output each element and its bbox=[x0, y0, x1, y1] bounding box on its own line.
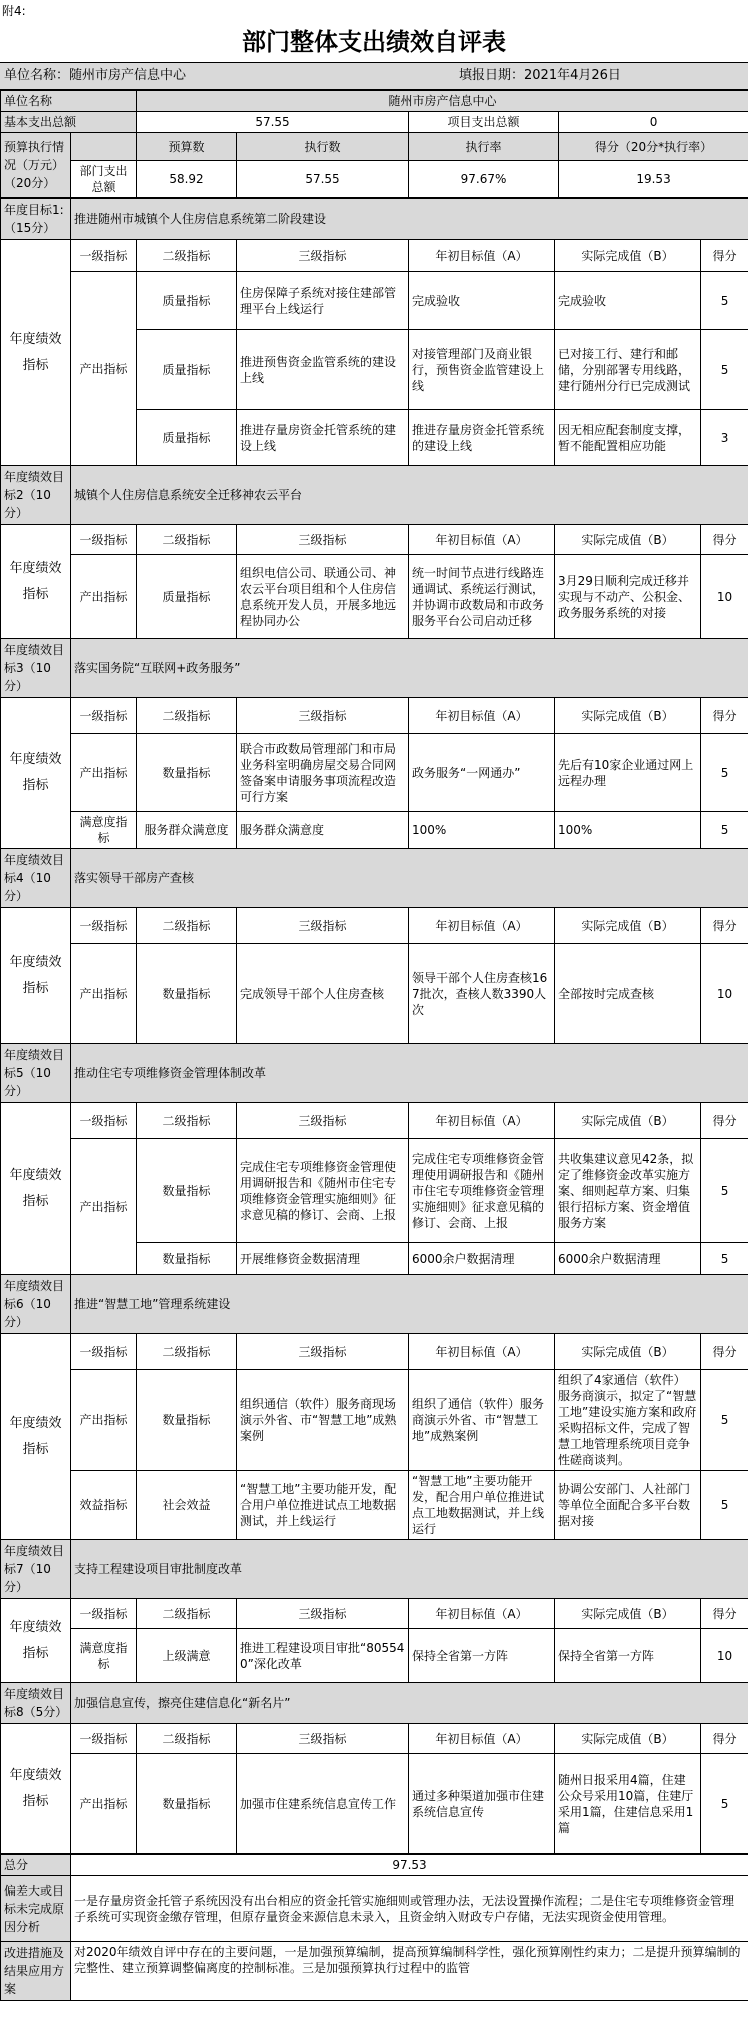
l3-indicator: 开展维修资金数据清理 bbox=[237, 1243, 409, 1275]
annual-indicator-label: 年度绩效指标 bbox=[1, 1103, 71, 1275]
indicator-row bbox=[1, 1754, 748, 1854]
col-target: 年初目标值（A） bbox=[409, 525, 555, 555]
goal-title-row bbox=[1, 1275, 748, 1334]
score-value: 3 bbox=[701, 410, 748, 466]
target-value: 推进存量房资金托管系统的建设上线 bbox=[409, 410, 555, 466]
page-title: 部门整体支出绩效自评表 bbox=[242, 28, 506, 56]
total-value: 97.53 bbox=[71, 1855, 748, 1876]
goal-heading-row bbox=[1, 908, 748, 944]
col-actual: 实际完成值（B） bbox=[555, 240, 701, 272]
l2-indicator: 社会效益 bbox=[137, 1471, 237, 1540]
actual-value: 完成验收 bbox=[555, 272, 701, 330]
score-value: 5 bbox=[701, 1243, 748, 1275]
target-value: “智慧工地”主要功能开发，配合用户单位推进试点工地数据测试，并上线运行 bbox=[409, 1471, 555, 1540]
l3-indicator: 服务群众满意度 bbox=[237, 812, 409, 849]
goal-text: 推进随州市城镇个人住房信息系统第二阶段建设 bbox=[71, 199, 748, 240]
l2-indicator: 数量指标 bbox=[137, 1243, 237, 1275]
l2-indicator: 上级满意 bbox=[137, 1629, 237, 1683]
budget-value-row bbox=[1, 161, 748, 198]
annual-indicator-label: 年度绩效指标 bbox=[1, 1334, 71, 1540]
score-value: 10 bbox=[701, 944, 748, 1044]
annual-indicator-label: 年度绩效指标 bbox=[1, 240, 71, 466]
col-score: 得分 bbox=[701, 1334, 748, 1370]
goal-text: 推进“智慧工地”管理系统建设 bbox=[71, 1275, 748, 1334]
col-score: 得分（20分*执行率） bbox=[559, 133, 748, 161]
goal-heading-row bbox=[1, 240, 748, 272]
col-l3: 三级指标 bbox=[237, 908, 409, 944]
unit-line: 单位名称：随州市房产信息中心 bbox=[4, 68, 187, 83]
goal-heading-row bbox=[1, 1724, 748, 1754]
col-target: 年初目标值（A） bbox=[409, 1103, 555, 1139]
annual-indicator-label: 年度绩效指标 bbox=[1, 1724, 71, 1854]
actual-value: 全部按时完成查核 bbox=[555, 944, 701, 1044]
deviation-row bbox=[1, 1876, 748, 1942]
col-actual: 实际完成值（B） bbox=[555, 525, 701, 555]
col-l2: 二级指标 bbox=[137, 1599, 237, 1629]
col-score: 得分 bbox=[701, 1103, 748, 1139]
goal-text: 推动住宅专项维修资金管理体制改革 bbox=[71, 1044, 748, 1103]
l3-indicator: 住房保障子系统对接住建部管理平台上线运行 bbox=[237, 272, 409, 330]
unit-label: 单位名称 bbox=[1, 91, 137, 112]
col-l2: 二级指标 bbox=[137, 698, 237, 734]
col-score: 得分 bbox=[701, 1599, 748, 1629]
col-l2: 二级指标 bbox=[137, 240, 237, 272]
l3-indicator: 组织电信公司、联通公司、神农云平台项目组和个人住房信息系统开发人员，开展多地远程协同办公 bbox=[237, 555, 409, 639]
col-target: 年初目标值（A） bbox=[409, 698, 555, 734]
score-value: 5 bbox=[701, 1471, 748, 1540]
annual-indicator-label: 年度绩效指标 bbox=[1, 1599, 71, 1683]
exec-value: 57.55 bbox=[237, 161, 409, 198]
col-l3: 三级指标 bbox=[237, 240, 409, 272]
indicator-row bbox=[1, 1139, 748, 1243]
unit-row bbox=[1, 91, 748, 112]
l2-indicator: 数量指标 bbox=[137, 1370, 237, 1471]
l2-indicator: 数量指标 bbox=[137, 944, 237, 1044]
actual-value: 协调公安部门、人社部门等单位全面配合多平台数据对接 bbox=[555, 1471, 701, 1540]
goal-title-row bbox=[1, 466, 748, 525]
l1-indicator: 产出指标 bbox=[71, 1139, 137, 1275]
goal-label: 年度绩效目标8（5分） bbox=[1, 1683, 71, 1724]
footer-table bbox=[0, 1854, 748, 2001]
annual-indicator-label: 年度绩效指标 bbox=[1, 525, 71, 639]
budget-value: 58.92 bbox=[137, 161, 237, 198]
col-l2: 二级指标 bbox=[137, 1103, 237, 1139]
l3-indicator: 组织通信（软件）服务商现场演示外省、市“智慧工地”成熟案例 bbox=[237, 1370, 409, 1471]
col-target: 年初目标值（A） bbox=[409, 1599, 555, 1629]
goals-table bbox=[0, 198, 748, 1854]
l1-indicator: 产出指标 bbox=[71, 272, 137, 466]
deviation-text: 一是存量房资金托管子系统因没有出台相应的资金托管实施细则或管理办法，无法设置操作流程；二是住宅专项维修资金管理子系统可实现资金缴存管理，但原存量资金来源信息未录入，且资金纳入财政专户存储，无法实现资金使用管理。 bbox=[71, 1876, 748, 1942]
actual-value: 组织了4家通信（软件）服务商演示，拟定了“智慧工地”建设实施方案和政府采购招标文件，完成了智慧工地管理系统项目竞争性磋商谈判。 bbox=[555, 1370, 701, 1471]
col-actual: 实际完成值（B） bbox=[555, 1724, 701, 1754]
col-l1: 一级指标 bbox=[71, 1334, 137, 1370]
target-value: 完成住宅专项维修资金管理使用调研报告和《随州市住宅专项维修资金管理实施细则》征求意见稿的修订、会商、上报 bbox=[409, 1139, 555, 1243]
col-l2: 二级指标 bbox=[137, 525, 237, 555]
l1-indicator: 满意度指标 bbox=[71, 812, 137, 849]
summary-table bbox=[0, 90, 748, 198]
goal-heading-row bbox=[1, 1103, 748, 1139]
col-exec: 执行数 bbox=[237, 133, 409, 161]
col-l1: 一级指标 bbox=[71, 1103, 137, 1139]
goal-text: 落实国务院“互联网+政务服务” bbox=[71, 639, 748, 698]
col-l3: 三级指标 bbox=[237, 1724, 409, 1754]
budget-exec-label: 预算执行情况（万元）（20分） bbox=[1, 133, 71, 198]
annual-indicator-label: 年度绩效指标 bbox=[1, 908, 71, 1044]
goal-title-row bbox=[1, 849, 748, 908]
total-label: 总分 bbox=[1, 1855, 71, 1876]
goal-label: 年度目标1:（15分） bbox=[1, 199, 71, 240]
actual-value: 因无相应配套制度支撑，暂不能配置相应功能 bbox=[555, 410, 701, 466]
col-l3: 三级指标 bbox=[237, 1334, 409, 1370]
col-l1: 一级指标 bbox=[71, 908, 137, 944]
l3-indicator: 推进工程建设项目审批“805540”深化改革 bbox=[237, 1629, 409, 1683]
col-rate: 执行率 bbox=[409, 133, 559, 161]
l2-indicator: 数量指标 bbox=[137, 1754, 237, 1854]
col-score: 得分 bbox=[701, 908, 748, 944]
col-l1: 一级指标 bbox=[71, 1724, 137, 1754]
goal-text: 支持工程建设项目审批制度改革 bbox=[71, 1540, 748, 1599]
l3-indicator: “智慧工地”主要功能开发，配合用户单位推进试点工地数据测试，并上线运行 bbox=[237, 1471, 409, 1540]
col-target: 年初目标值（A） bbox=[409, 1724, 555, 1754]
score-value: 5 bbox=[701, 734, 748, 812]
annual-indicator-label: 年度绩效指标 bbox=[1, 698, 71, 849]
indicator-row bbox=[1, 734, 748, 812]
col-target: 年初目标值（A） bbox=[409, 1334, 555, 1370]
actual-value: 保持全省第一方阵 bbox=[555, 1629, 701, 1683]
col-score: 得分 bbox=[701, 698, 748, 734]
actual-value: 3月29日顺利完成迁移并实现与不动产、公积金、政务服务系统的对接 bbox=[555, 555, 701, 639]
col-l2: 二级指标 bbox=[137, 1334, 237, 1370]
unit-value: 随州市房产信息中心 bbox=[137, 91, 748, 112]
col-l2: 二级指标 bbox=[137, 1724, 237, 1754]
target-value: 组织了通信（软件）服务商演示外省、市“智慧工地”成熟案例 bbox=[409, 1370, 555, 1471]
budget-head-row bbox=[1, 133, 748, 161]
l1-indicator: 满意度指标 bbox=[71, 1629, 137, 1683]
dept-total-label: 部门支出总额 bbox=[71, 161, 137, 198]
goal-label: 年度绩效目标7（10分） bbox=[1, 1540, 71, 1599]
col-actual: 实际完成值（B） bbox=[555, 698, 701, 734]
col-actual: 实际完成值（B） bbox=[555, 1103, 701, 1139]
target-value: 保持全省第一方阵 bbox=[409, 1629, 555, 1683]
project-label: 项目支出总额 bbox=[409, 112, 559, 133]
l1-indicator: 产出指标 bbox=[71, 1754, 137, 1854]
col-l3: 三级指标 bbox=[237, 1599, 409, 1629]
score-value: 19.53 bbox=[559, 161, 748, 198]
target-value: 政务服务“一网通办” bbox=[409, 734, 555, 812]
target-value: 领导干部个人住房查核167批次，查核人数3390人次 bbox=[409, 944, 555, 1044]
col-l2: 二级指标 bbox=[137, 908, 237, 944]
indicator-row bbox=[1, 1471, 748, 1540]
l2-indicator: 质量指标 bbox=[137, 330, 237, 410]
col-target: 年初目标值（A） bbox=[409, 908, 555, 944]
goal-heading-row bbox=[1, 525, 748, 555]
score-value: 5 bbox=[701, 812, 748, 849]
l2-indicator: 质量指标 bbox=[137, 410, 237, 466]
project-value: 0 bbox=[559, 112, 748, 133]
score-value: 10 bbox=[701, 555, 748, 639]
deviation-label: 偏差大或目标未完成原因分析 bbox=[1, 1876, 71, 1942]
improve-row bbox=[1, 1942, 748, 2001]
col-l3: 三级指标 bbox=[237, 525, 409, 555]
basic-value: 57.55 bbox=[137, 112, 409, 133]
goal-heading-row bbox=[1, 1599, 748, 1629]
goal-label: 年度绩效目标4（10分） bbox=[1, 849, 71, 908]
col-score: 得分 bbox=[701, 525, 748, 555]
attachment-label: 附4: bbox=[2, 4, 26, 18]
indicator-row bbox=[1, 272, 748, 330]
l3-indicator: 联合市政数局管理部门和市局业务科室明确房屋交易合同网签备案申请服务事项流程改造可行方案 bbox=[237, 734, 409, 812]
col-target: 年初目标值（A） bbox=[409, 240, 555, 272]
goal-title-row bbox=[1, 1044, 748, 1103]
score-value: 5 bbox=[701, 1139, 748, 1243]
col-l3: 三级指标 bbox=[237, 1103, 409, 1139]
indicator-row bbox=[1, 1629, 748, 1683]
l2-indicator: 质量指标 bbox=[137, 555, 237, 639]
col-actual: 实际完成值（B） bbox=[555, 1599, 701, 1629]
l1-indicator: 效益指标 bbox=[71, 1471, 137, 1540]
col-score: 得分 bbox=[701, 1724, 748, 1754]
goal-title-row bbox=[1, 1683, 748, 1724]
target-value: 100% bbox=[409, 812, 555, 849]
improve-label: 改进措施及结果应用方案 bbox=[1, 1942, 71, 2001]
col-actual: 实际完成值（B） bbox=[555, 1334, 701, 1370]
l3-indicator: 推进预售资金监管系统的建设上线 bbox=[237, 330, 409, 410]
basic-row bbox=[1, 112, 748, 133]
rate-value: 97.67% bbox=[409, 161, 559, 198]
score-value: 5 bbox=[701, 272, 748, 330]
l3-indicator: 完成领导干部个人住房查核 bbox=[237, 944, 409, 1044]
l1-indicator: 产出指标 bbox=[71, 1370, 137, 1471]
goal-label: 年度绩效目标5（10分） bbox=[1, 1044, 71, 1103]
basic-label: 基本支出总额 bbox=[1, 112, 137, 133]
target-value: 6000余户数据清理 bbox=[409, 1243, 555, 1275]
l2-indicator: 服务群众满意度 bbox=[137, 812, 237, 849]
date-line: 填报日期：2021年4月26日 bbox=[459, 68, 621, 83]
goal-label: 年度绩效目标6（10分） bbox=[1, 1275, 71, 1334]
goal-title-row bbox=[1, 639, 748, 698]
col-l3: 三级指标 bbox=[237, 698, 409, 734]
goal-title-row bbox=[1, 1540, 748, 1599]
actual-value: 随州日报采用4篇，住建公众号采用10篇，住建厅采用1篇，住建信息采用1篇 bbox=[555, 1754, 701, 1854]
goal-title-row bbox=[1, 199, 748, 240]
header-bar bbox=[0, 62, 748, 90]
l1-indicator: 产出指标 bbox=[71, 944, 137, 1044]
l2-indicator: 数量指标 bbox=[137, 734, 237, 812]
improve-text: 对2020年绩效自评中存在的主要问题，一是加强预算编制，提高预算编制科学性，强化预算刚性约束力；二是提升预算编制的完整性、建立预算调整偏离度的控制标准。三是加强预算执行过程中的监管 bbox=[71, 1942, 748, 2001]
goal-heading-row bbox=[1, 1334, 748, 1370]
l3-indicator: 推进存量房资金托管系统的建设上线 bbox=[237, 410, 409, 466]
l2-indicator: 质量指标 bbox=[137, 272, 237, 330]
goal-heading-row bbox=[1, 698, 748, 734]
indicator-row bbox=[1, 1370, 748, 1471]
l3-indicator: 完成住宅专项维修资金管理使用调研报告和《随州市住宅专项维修资金管理实施细则》征求意见稿的修订、会商、上报 bbox=[237, 1139, 409, 1243]
score-value: 5 bbox=[701, 330, 748, 410]
target-value: 统一时间节点进行线路连通调试、系统运行测试，并协调市政数局和市政务服务平台公司启动迁移 bbox=[409, 555, 555, 639]
goal-text: 落实领导干部房产查核 bbox=[71, 849, 748, 908]
col-l1: 一级指标 bbox=[71, 240, 137, 272]
col-actual: 实际完成值（B） bbox=[555, 908, 701, 944]
col-l1: 一级指标 bbox=[71, 1599, 137, 1629]
total-row bbox=[1, 1855, 748, 1876]
indicator-row bbox=[1, 555, 748, 639]
indicator-row bbox=[1, 812, 748, 849]
actual-value: 6000余户数据清理 bbox=[555, 1243, 701, 1275]
actual-value: 共收集建议意见42条，拟定了维修资金改革实施方案、细则起草方案、归集银行招标方案、资金增值服务方案 bbox=[555, 1139, 701, 1243]
indicator-row bbox=[1, 944, 748, 1044]
actual-value: 100% bbox=[555, 812, 701, 849]
col-l1: 一级指标 bbox=[71, 698, 137, 734]
goal-label: 年度绩效目标3（10分） bbox=[1, 639, 71, 698]
col-score: 得分 bbox=[701, 240, 748, 272]
actual-value: 已对接工行、建行和邮储，分别部署专用线路，建行随州分行已完成测试 bbox=[555, 330, 701, 410]
target-value: 对接管理部门及商业银行，预售资金监管建设上线 bbox=[409, 330, 555, 410]
col-l1: 一级指标 bbox=[71, 525, 137, 555]
actual-value: 先后有10家企业通过网上远程办理 bbox=[555, 734, 701, 812]
l1-indicator: 产出指标 bbox=[71, 734, 137, 812]
col-budget: 预算数 bbox=[137, 133, 237, 161]
target-value: 完成验收 bbox=[409, 272, 555, 330]
l1-indicator: 产出指标 bbox=[71, 555, 137, 639]
score-value: 10 bbox=[701, 1629, 748, 1683]
l2-indicator: 数量指标 bbox=[137, 1139, 237, 1243]
goal-text: 城镇个人住房信息系统安全迁移神农云平台 bbox=[71, 466, 748, 525]
score-value: 5 bbox=[701, 1370, 748, 1471]
l3-indicator: 加强市住建系统信息宣传工作 bbox=[237, 1754, 409, 1854]
score-value: 5 bbox=[701, 1754, 748, 1854]
goal-label: 年度绩效目标2（10分） bbox=[1, 466, 71, 525]
target-value: 通过多种渠道加强市住建系统信息宣传 bbox=[409, 1754, 555, 1854]
goal-text: 加强信息宣传，擦亮住建信息化“新名片” bbox=[71, 1683, 748, 1724]
